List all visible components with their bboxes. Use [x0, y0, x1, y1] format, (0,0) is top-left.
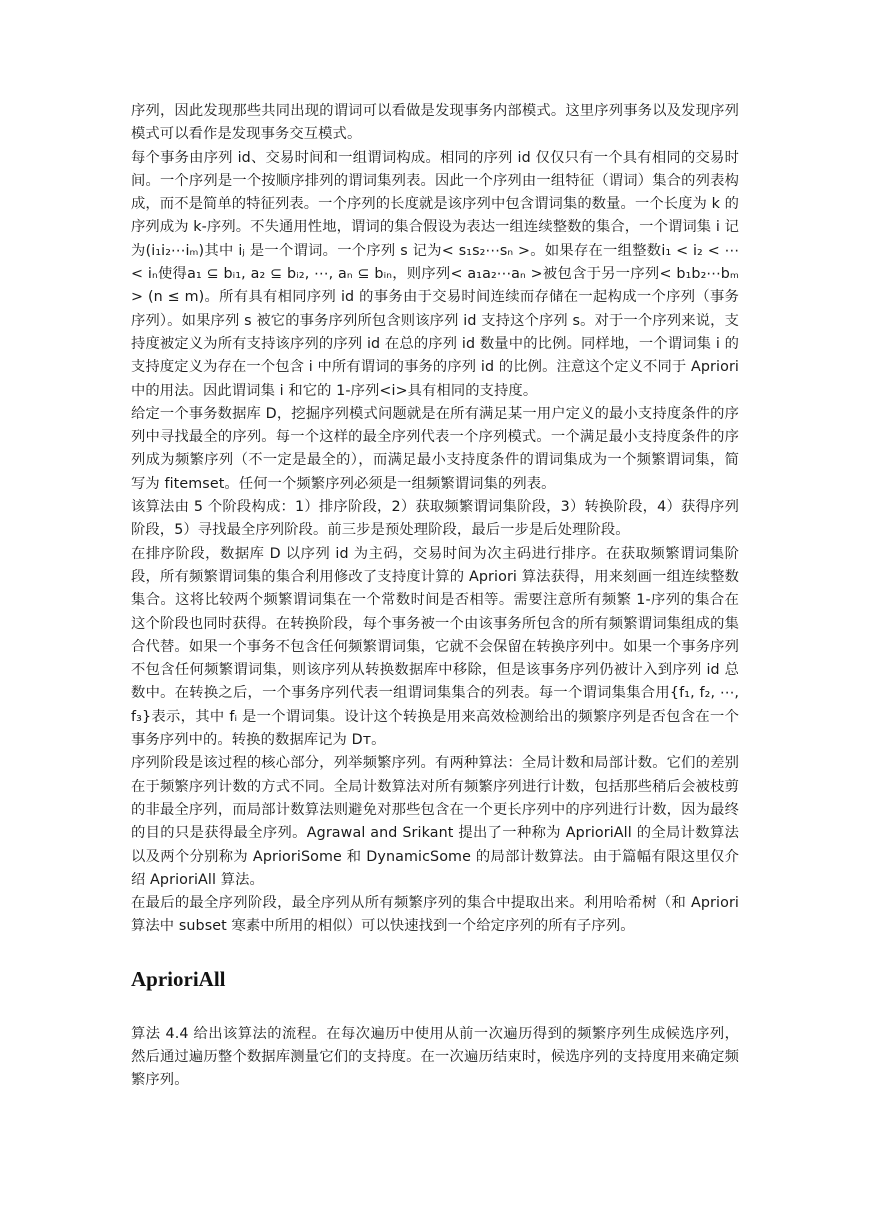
paragraph: 该算法由 5 个阶段构成：1）排序阶段，2）获取频繁谓词集阶段，3）转换阶段，4）获得序列阶段，5）寻找最全序列阶段。前三步是预处理阶段，最后一步是后处理阶段。 [131, 499, 739, 539]
paragraph: 序列阶段是该过程的核心部分，列举频繁序列。有两种算法：全局计数和局部计数。它们的差别在于频繁序列计数的方式不同。全局计数算法对所有频繁序列进行计数，包括那些稍后会被枝剪的非最全序列，而局部计数算法则避免对那些包含在一个更长序列中的序列进行计数，因为最终的目的只是获得最全序列。Agrawal and Srikant 提出了一种称为 AprioriAll 的全局计数算法以及两个分别称为 AprioriSome 和 DynamicSome 的局部计数算法。由于篇幅有限这里仅介绍 AprioriAll 算法。 [131, 755, 739, 888]
paragraph: 每个事务由序列 id、交易时间和一组谓词构成。相同的序列 id 仅仅只有一个具有相同的交易时间。一个序列是一个按顺序排列的谓词集列表。因此一个序列由一组特征（谓词）集合的列表构成，而不是简单的特征列表。一个序列的长度就是该序列中包含谓词集的数量。一个长度为 k 的序列成为 k-序列。不失通用性地，谓词的集合假设为表达一组连续整数的集合，一个谓词集 i 记为(i₁i₂⋯iₘ)其中 iⱼ 是一个谓词。一个序列 s 记为< s₁s₂⋯sₙ >。如果存在一组整数i₁ < i₂ < ⋯ < iₙ使得a₁ ⊆ bᵢ₁, a₂ ⊆ bᵢ₂, ⋯, aₙ ⊆ bᵢₙ，则序列< a₁a₂⋯aₙ >被包含于另一序列< b₁b₂⋯bₘ > (n ≤ m)。所有具有相同序列 id 的事务由于交易时间连续而存储在一起构成一个序列（事务序列）。如果序列 s 被它的事务序列所包含则该序列 id 支持这个序列 s。对于一个序列来说，支持度被定义为所有支持该序列的序列 id 在总的序列 id 数量中的比例。同样地，一个谓词集 i 的支持度定义为存在一个包含 i 中所有谓词的事务的序列 id 的比例。注意这个定义不同于 Apriori 中的用法。因此谓词集 i 和它的 1-序列<i>具有相同的支持度。 [131, 149, 739, 399]
paragraph: 在排序阶段，数据库 D 以序列 id 为主码，交易时间为次主码进行排序。在获取频繁谓词集阶段，所有频繁谓词集的集合利用修改了支持度计算的 Apriori 算法获得，用来刻画一组连续整数集合。这将比较两个频繁谓词集在一个常数时间是否相等。需要注意所有频繁 1-序列的集合在这个阶段也同时获得。在转换阶段，每个事务被一个由该事务所包含的所有频繁谓词集组成的集合代替。如果一个事务不包含任何频繁谓词集，它就不会保留在转换序列中。如果一个事务序列不包含任何频繁谓词集，则该序列从转换数据库中移除，但是该事务序列仍被计入到序列 id 总数中。在转换之后，一个事务序列代表一组谓词集集合的列表。每一个谓词集集合用{f₁, f₂, ⋯, f₃}表示，其中 fᵢ 是一个谓词集。设计这个转换是用来高效检测给出的频繁序列是否包含在一个事务序列中的。转换的数据库记为 Dᴛ。 [131, 545, 739, 749]
paragraph: 在最后的最全序列阶段，最全序列从所有频繁序列的集合中提取出来。利用哈希树（和 Apriori 算法中 subset 寒素中所用的相似）可以快速找到一个给定序列的所有子序列。 [131, 895, 739, 935]
section-heading: AprioriAll [131, 966, 226, 991]
paragraph: 给定一个事务数据库 D，挖掘序列模式问题就是在所有满足某一用户定义的最小支持度条件的序列中寻找最全的序列。每一个这样的最全序列代表一个序列模式。一个满足最小支持度条件的序列成为频繁序列（不一定是最全的），而满足最小支持度条件的谓词集成为一个频繁谓词集，简写为 fitemset。任何一个频繁序列必须是一组频繁谓词集的列表。 [131, 405, 739, 492]
paragraph: 序列，因此发现那些共同出现的谓词可以看做是发现事务内部模式。这里序列事务以及发现序列模式可以看作是发现事务交互模式。 [131, 103, 739, 143]
document-page [131, 100, 739, 1093]
paragraph: 算法 4.4 给出该算法的流程。在每次遍历中使用从前一次遍历得到的频繁序列生成候选序列，然后通过遍历整个数据库测量它们的支持度。在一次遍历结束时，候选序列的支持度用来确定频繁序列。 [131, 1025, 739, 1089]
